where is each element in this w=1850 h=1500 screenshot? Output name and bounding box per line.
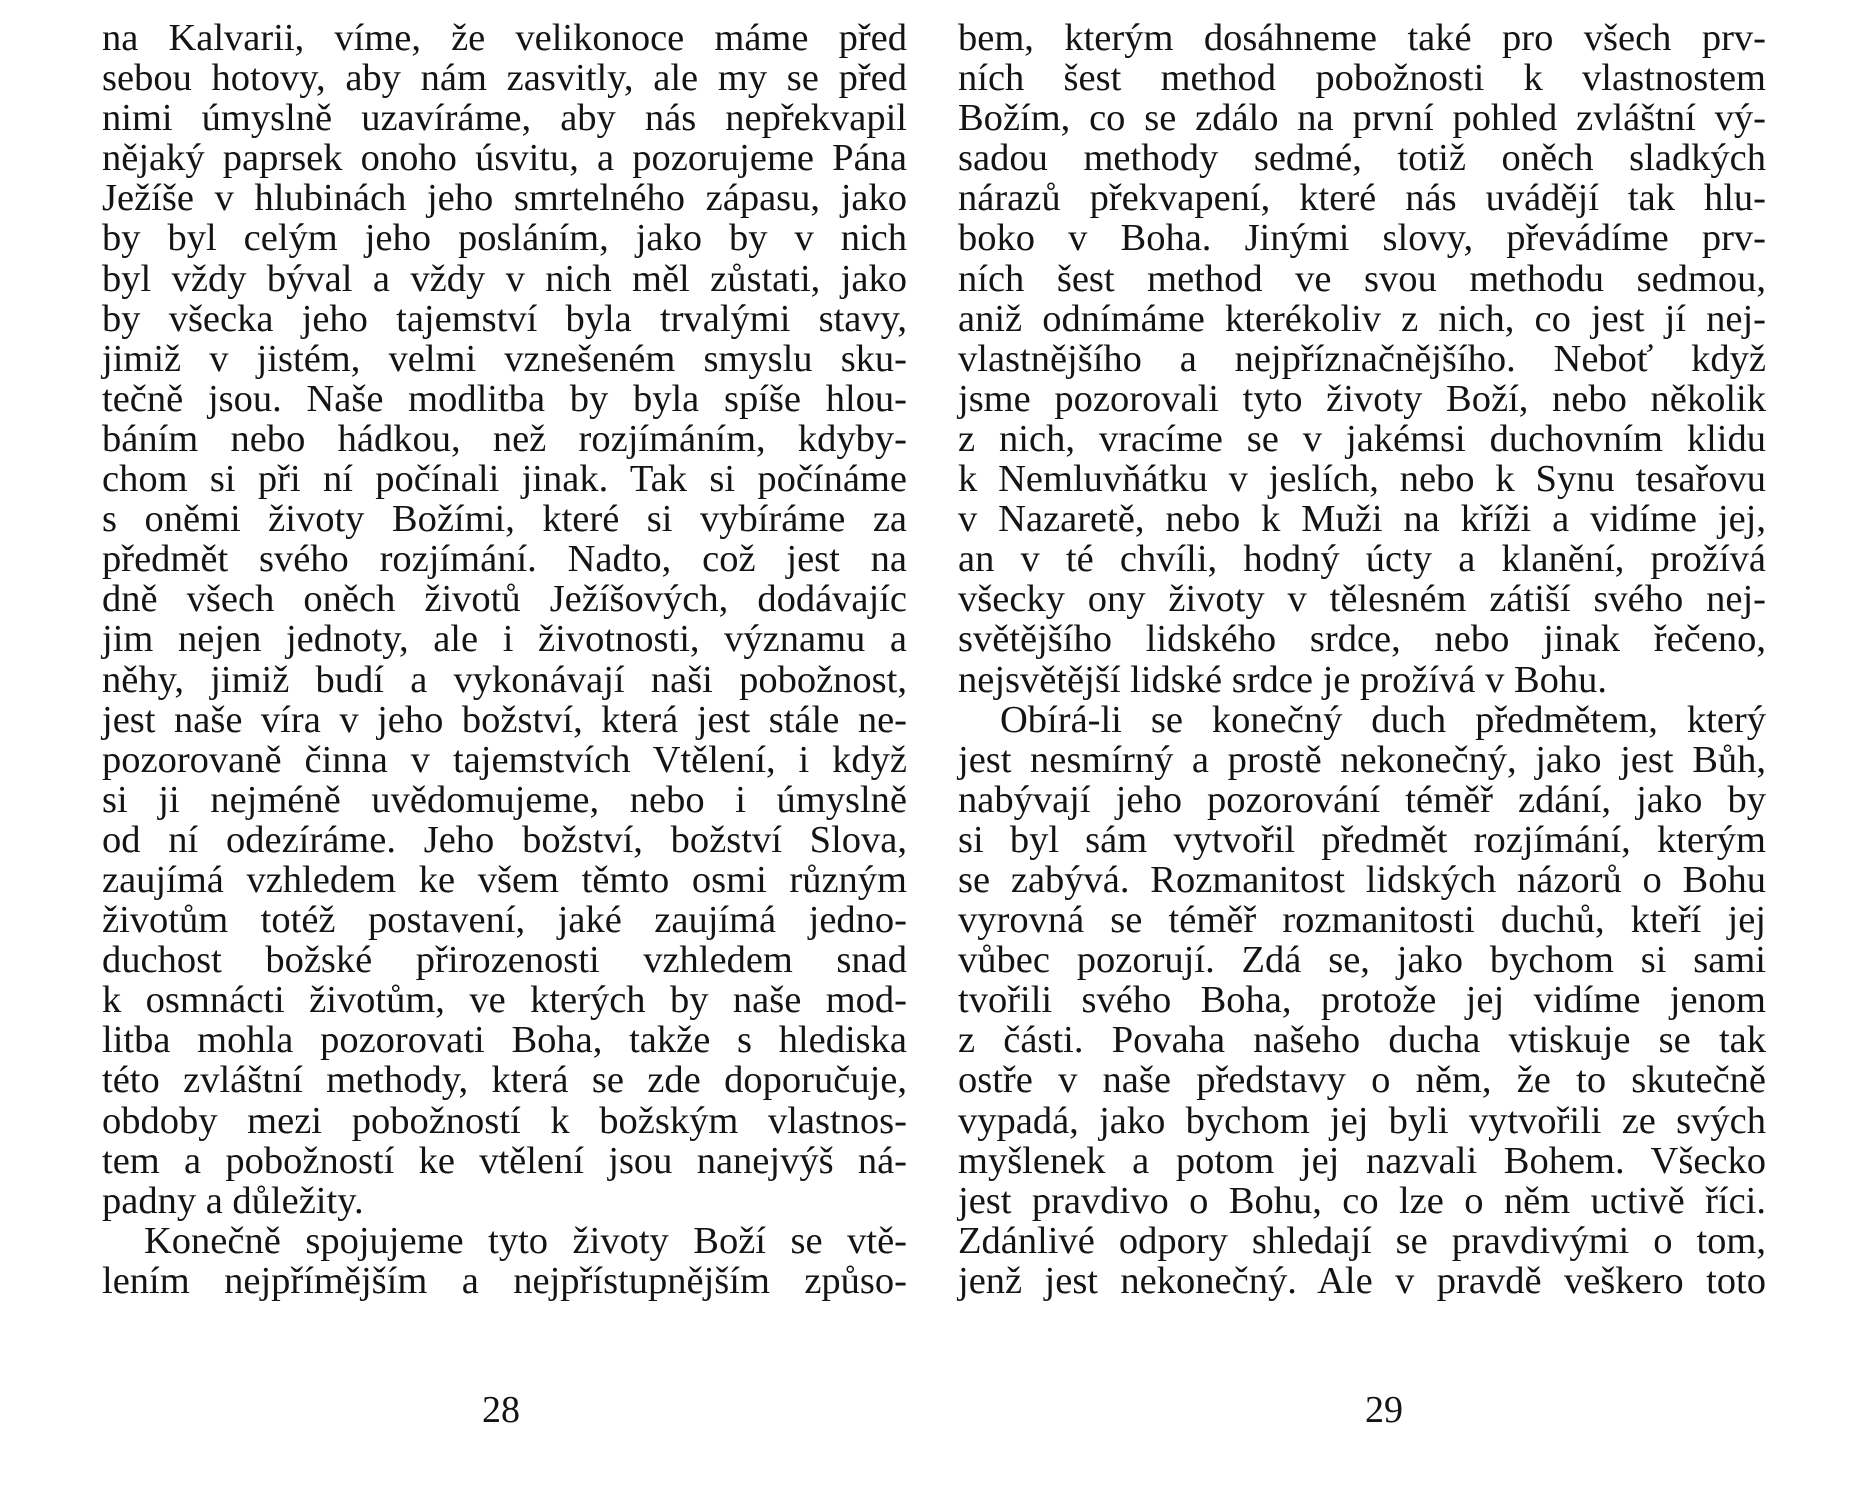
text-line: se zabývá. Rozmanitost lidských názorů o Bohu: [958, 858, 1766, 901]
text-line: an v té chvíli, hodný úcty a klanění, prožívá: [958, 538, 1766, 581]
text-line: nimi úmyslně uzavíráme, aby nás nepřekvapil: [102, 97, 907, 140]
text-line: báním nebo hádkou, než rozjímáním, kdyby-: [102, 417, 907, 460]
text-line: dně všech oněch životů Ježíšových, dodávajíc: [102, 578, 907, 621]
text-line: k Nemluvňátku v jeslích, nebo k Synu tesařovu: [958, 458, 1766, 501]
text-line: vyrovná se téměř rozmanitosti duchů, kteří jej: [958, 899, 1766, 942]
text-line: myšlenek a potom jej nazvali Bohem. Všecko: [958, 1139, 1766, 1182]
paragraph-start-line: Obírá-li se konečný duch předmětem, který: [1000, 698, 1766, 741]
text-line: Božím, co se zdálo na první pohled zvláštní vý-: [958, 97, 1766, 140]
text-line: si byl sám vytvořil předmět rozjímání, kterým: [958, 818, 1766, 861]
text-line: jenž jest nekonečný. Ale v pravdě veškero toto: [958, 1259, 1766, 1302]
paragraph-end-line: padny a důležity.: [102, 1179, 364, 1222]
text-line: něhy, jimiž budí a vykonávají naši pobožnost,: [102, 658, 907, 701]
text-line: by byl celým jeho posláním, jako by v nich: [102, 217, 907, 260]
text-line: litba mohla pozorovati Boha, takže s hlediska: [102, 1019, 907, 1062]
right-page-text: [958, 18, 1766, 1301]
text-line: ních šest method ve svou methodu sedmou,: [958, 257, 1766, 300]
text-line: tvořili svého Boha, protože jej vidíme jenom: [958, 979, 1766, 1022]
text-line: jimiž v jistém, velmi vznešeném smyslu sku-: [102, 337, 907, 380]
text-line: vůbec pozorují. Zdá se, jako bychom si sami: [958, 939, 1766, 982]
paragraph-start-line: Konečně spojujeme tyto životy Boží se vtě-: [144, 1219, 907, 1262]
text-line: chom si při ní počínali jinak. Tak si počínáme: [102, 458, 907, 501]
text-line: z nich, vracíme se v jakémsi duchovním klidu: [958, 417, 1766, 460]
text-line: zaujímá vzhledem ke všem těmto osmi různým: [102, 858, 907, 901]
right-page: [925, 0, 1850, 1500]
text-line: jim nejen jednoty, ale i životnosti, významu a: [102, 618, 907, 661]
text-line: Zdánlivé odpory shledají se pravdivými o tom,: [958, 1219, 1766, 1262]
text-line: pozorovaně činna v tajemstvích Vtělení, i když: [102, 738, 907, 781]
text-line: tem a pobožností ke vtělení jsou nanejvýš ná-: [102, 1139, 907, 1182]
text-line: jest pravdivo o Bohu, co lze o něm uctivě říci.: [958, 1179, 1766, 1222]
text-line: aniž odnímáme kterékoliv z nich, co jest jí nej-: [958, 297, 1766, 340]
text-line: všecky ony životy v tělesném zátiší svého nej-: [958, 578, 1766, 621]
text-line: v Nazaretě, nebo k Muži na kříži a vidíme jej,: [958, 498, 1766, 541]
text-line: na Kalvarii, víme, že velikonoce máme před: [102, 17, 907, 59]
text-line: jest naše víra v jeho božství, která jest stále ne-: [102, 698, 907, 741]
page-number: 29: [1365, 1389, 1403, 1431]
page-number: 28: [482, 1389, 520, 1431]
text-line: sadou methody sedmé, totiž oněch sladkých: [958, 137, 1766, 180]
text-line: jest nesmírný a prostě nekonečný, jako jest Bůh,: [958, 738, 1766, 781]
text-line: duchost božské přirozenosti vzhledem snad: [102, 939, 907, 982]
text-line: lením nejpřímějším a nejpřístupnějším způso-: [102, 1259, 907, 1302]
text-line: Ježíše v hlubinách jeho smrtelného zápasu, jako: [102, 177, 907, 220]
paragraph-end-line: nejsvětější lidské srdce je prožívá v Bohu.: [958, 658, 1607, 701]
text-line: tečně jsou. Naše modlitba by byla spíše hlou-: [102, 377, 907, 420]
text-line: vlastnějšího a nejpříznačnějšího. Neboť když: [958, 337, 1766, 380]
text-line: k osmnácti životům, ve kterých by naše mod-: [102, 979, 907, 1022]
text-line: ostře v naše představy o něm, že to skutečně: [958, 1059, 1766, 1102]
text-line: si ji nejméně uvědomujeme, nebo i úmyslně: [102, 778, 907, 821]
text-line: bem, kterým dosáhneme také pro všech prv-: [958, 17, 1766, 59]
text-line: nějaký paprsek onoho úsvitu, a pozorujeme Pána: [102, 137, 907, 180]
text-line: jsme pozorovali tyto životy Boží, nebo několik: [958, 377, 1766, 420]
text-line: životům totéž postavení, jaké zaujímá jedno-: [102, 899, 907, 942]
text-line: s oněmi životy Božími, které si vybíráme za: [102, 498, 907, 541]
text-line: z části. Povaha našeho ducha vtiskuje se tak: [958, 1019, 1766, 1062]
text-line: nabývají jeho pozorování téměř zdání, jako by: [958, 778, 1766, 821]
text-line: předmět svého rozjímání. Nadto, což jest na: [102, 538, 907, 581]
text-line: této zvláštní methody, která se zde doporučuje,: [102, 1059, 907, 1102]
text-line: by všecka jeho tajemství byla trvalými stavy,: [102, 297, 907, 340]
text-line: nárazů překvapení, které nás uvádějí tak hlu-: [958, 177, 1766, 220]
text-line: byl vždy býval a vždy v nich měl zůstati, jako: [102, 257, 907, 300]
text-line: vypadá, jako bychom jej byli vytvořili ze svých: [958, 1099, 1766, 1142]
text-line: od ní odezíráme. Jeho božství, božství Slova,: [102, 818, 907, 861]
left-page-text: [102, 18, 907, 1301]
text-line: boko v Boha. Jinými slovy, převádíme prv-: [958, 217, 1766, 260]
text-line: světějšího lidského srdce, nebo jinak řečeno,: [958, 618, 1766, 661]
text-line: sebou hotovy, aby nám zasvitly, ale my se před: [102, 57, 907, 100]
text-line: ních šest method pobožnosti k vlastnostem: [958, 57, 1766, 100]
text-line: obdoby mezi pobožností k božským vlastnos-: [102, 1099, 907, 1142]
